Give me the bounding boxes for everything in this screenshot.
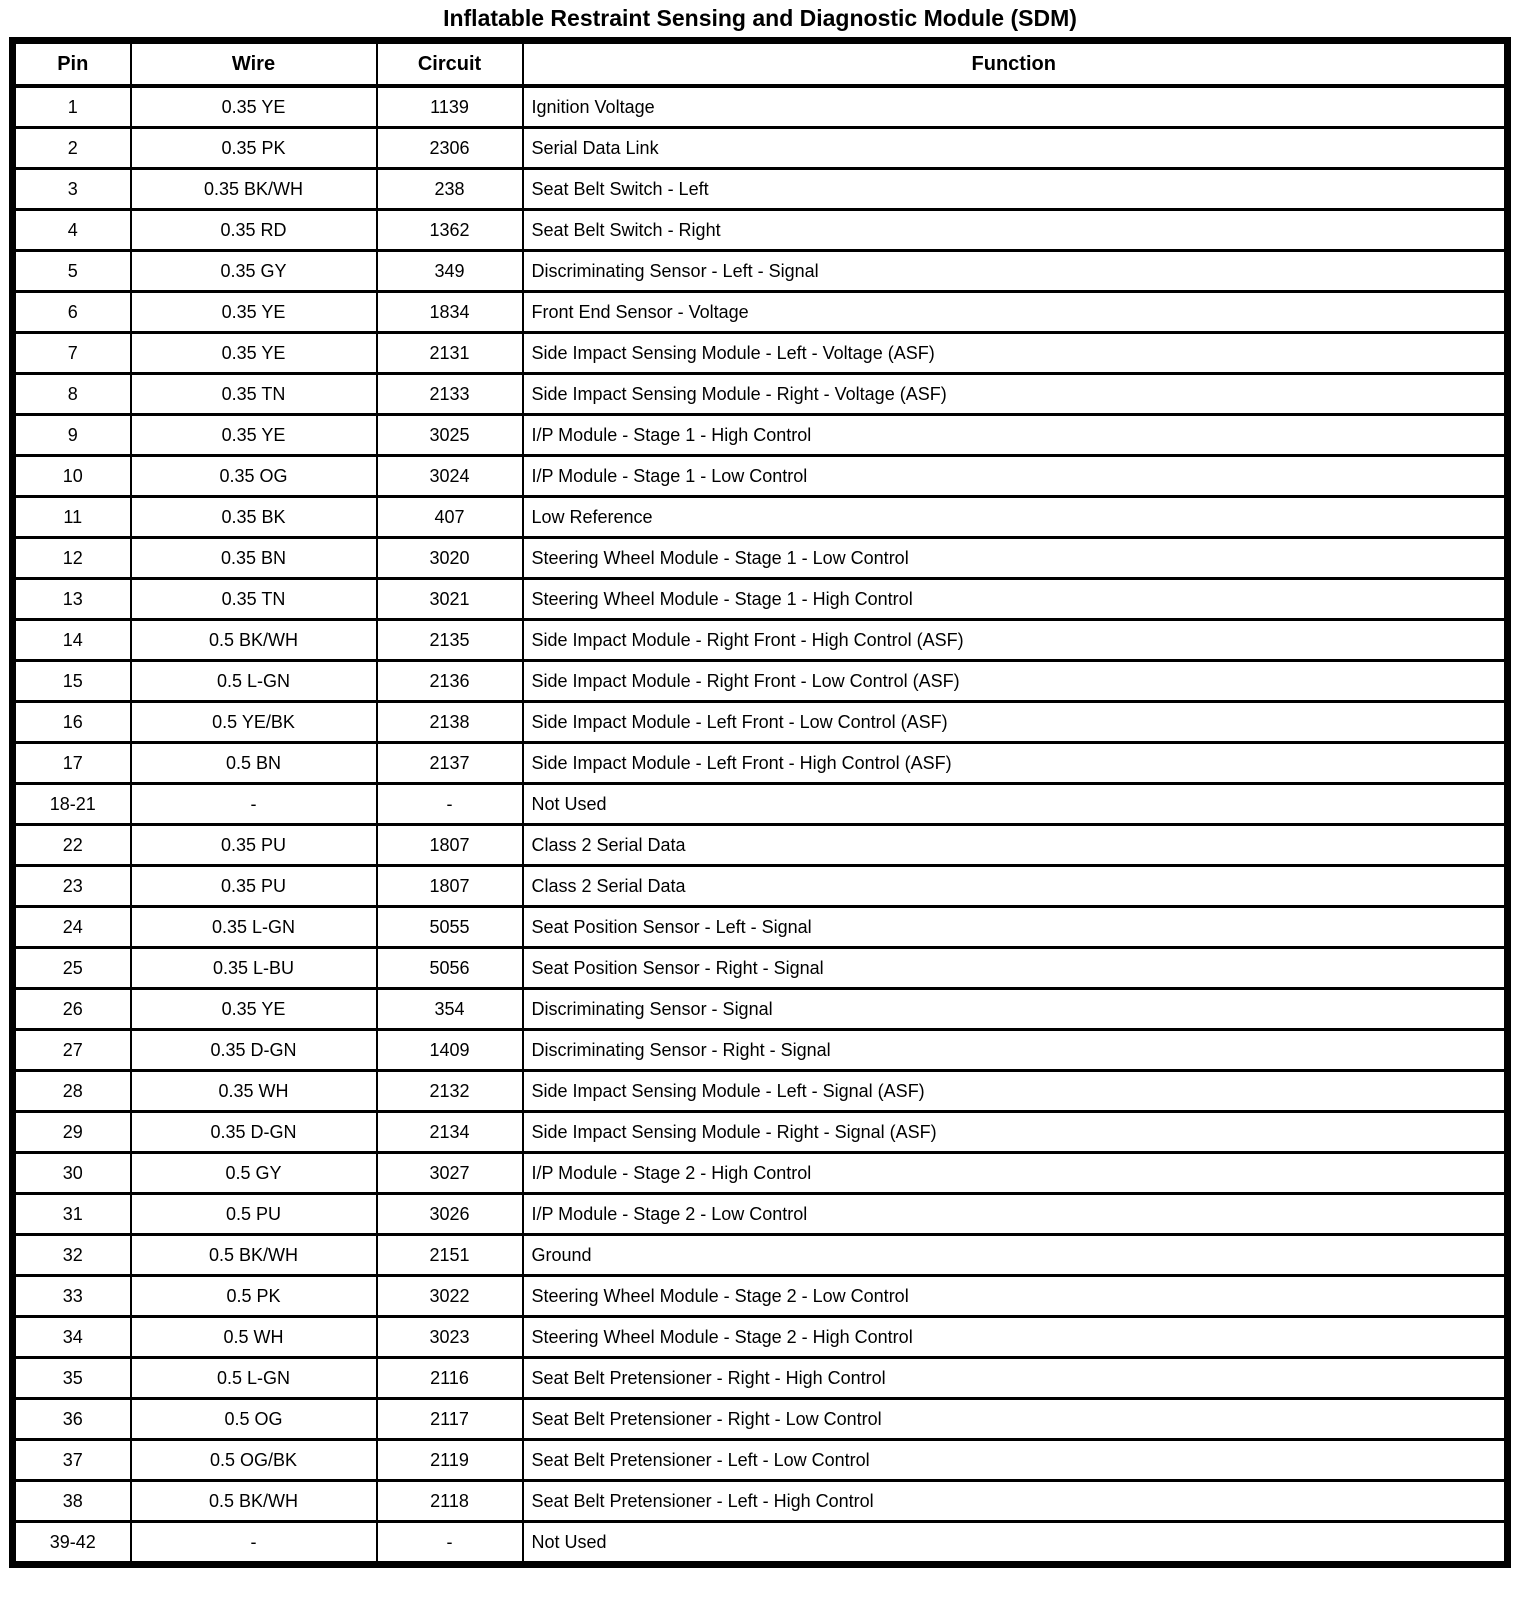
function-cell: Ignition Voltage	[523, 86, 1508, 128]
pin-cell: 39-42	[13, 1522, 131, 1565]
circuit-cell: 2131	[377, 333, 523, 374]
pin-cell: 7	[13, 333, 131, 374]
table-row	[13, 1481, 1508, 1522]
function-cell: I/P Module - Stage 1 - Low Control	[523, 456, 1508, 497]
wire-cell: 0.5 OG	[131, 1399, 377, 1440]
function-cell: Side Impact Sensing Module - Right - Signal (ASF)	[523, 1112, 1508, 1153]
wire-cell: 0.35 TN	[131, 579, 377, 620]
wire-cell: 0.5 L-GN	[131, 661, 377, 702]
wire-cell: 0.35 YE	[131, 292, 377, 333]
function-cell: Low Reference	[523, 497, 1508, 538]
circuit-cell: 3020	[377, 538, 523, 579]
table-row	[13, 1235, 1508, 1276]
wire-cell: 0.5 BK/WH	[131, 1481, 377, 1522]
pin-cell: 8	[13, 374, 131, 415]
circuit-cell: 5056	[377, 948, 523, 989]
circuit-cell: 349	[377, 251, 523, 292]
wire-cell: -	[131, 784, 377, 825]
table-body	[13, 86, 1508, 1565]
wire-cell: 0.5 YE/BK	[131, 702, 377, 743]
pin-cell: 6	[13, 292, 131, 333]
table-row	[13, 743, 1508, 784]
pin-cell: 3	[13, 169, 131, 210]
table-row	[13, 866, 1508, 907]
table-row	[13, 210, 1508, 251]
pin-cell: 18-21	[13, 784, 131, 825]
function-cell: Steering Wheel Module - Stage 2 - High Control	[523, 1317, 1508, 1358]
table-row	[13, 538, 1508, 579]
function-cell: Seat Belt Pretensioner - Right - High Control	[523, 1358, 1508, 1399]
circuit-cell: 3027	[377, 1153, 523, 1194]
table-row	[13, 169, 1508, 210]
function-cell: Seat Belt Pretensioner - Left - Low Control	[523, 1440, 1508, 1481]
function-cell: Ground	[523, 1235, 1508, 1276]
column-header-wire: Wire	[131, 41, 377, 87]
column-header-pin: Pin	[13, 41, 131, 87]
function-cell: Steering Wheel Module - Stage 1 - Low Control	[523, 538, 1508, 579]
function-cell: Side Impact Sensing Module - Left - Signal (ASF)	[523, 1071, 1508, 1112]
pin-cell: 13	[13, 579, 131, 620]
circuit-cell: 2132	[377, 1071, 523, 1112]
function-cell: Discriminating Sensor - Signal	[523, 989, 1508, 1030]
circuit-cell: 2134	[377, 1112, 523, 1153]
table-row	[13, 251, 1508, 292]
table-row	[13, 1194, 1508, 1235]
function-cell: Side Impact Sensing Module - Left - Voltage (ASF)	[523, 333, 1508, 374]
circuit-cell: 1834	[377, 292, 523, 333]
wire-cell: 0.5 BK/WH	[131, 620, 377, 661]
circuit-cell: 2133	[377, 374, 523, 415]
table-row	[13, 415, 1508, 456]
wire-cell: 0.5 GY	[131, 1153, 377, 1194]
function-cell: Class 2 Serial Data	[523, 866, 1508, 907]
table-row	[13, 1522, 1508, 1565]
table-row	[13, 1358, 1508, 1399]
table-row	[13, 620, 1508, 661]
circuit-cell: 2135	[377, 620, 523, 661]
pin-cell: 12	[13, 538, 131, 579]
wire-cell: 0.35 YE	[131, 86, 377, 128]
pin-cell: 15	[13, 661, 131, 702]
wire-cell: 0.35 D-GN	[131, 1030, 377, 1071]
pin-cell: 25	[13, 948, 131, 989]
wire-cell: 0.5 OG/BK	[131, 1440, 377, 1481]
pin-cell: 38	[13, 1481, 131, 1522]
function-cell: Side Impact Module - Right Front - Low Control (ASF)	[523, 661, 1508, 702]
circuit-cell: 3022	[377, 1276, 523, 1317]
pin-cell: 37	[13, 1440, 131, 1481]
wire-cell: 0.35 PU	[131, 825, 377, 866]
table-row	[13, 292, 1508, 333]
table-row	[13, 1440, 1508, 1481]
pin-cell: 16	[13, 702, 131, 743]
function-cell: Seat Belt Switch - Left	[523, 169, 1508, 210]
wire-cell: 0.35 D-GN	[131, 1112, 377, 1153]
table-row	[13, 1399, 1508, 1440]
table-row	[13, 1030, 1508, 1071]
pin-cell: 22	[13, 825, 131, 866]
function-cell: Steering Wheel Module - Stage 2 - Low Control	[523, 1276, 1508, 1317]
circuit-cell: 2151	[377, 1235, 523, 1276]
table-row	[13, 661, 1508, 702]
pin-cell: 5	[13, 251, 131, 292]
wire-cell: 0.35 L-BU	[131, 948, 377, 989]
wire-cell: 0.5 BN	[131, 743, 377, 784]
function-cell: Seat Belt Switch - Right	[523, 210, 1508, 251]
wire-cell: 0.35 GY	[131, 251, 377, 292]
wire-cell: 0.35 PU	[131, 866, 377, 907]
circuit-cell: 3025	[377, 415, 523, 456]
pin-cell: 17	[13, 743, 131, 784]
wire-cell: -	[131, 1522, 377, 1565]
function-cell: I/P Module - Stage 2 - High Control	[523, 1153, 1508, 1194]
circuit-cell: 238	[377, 169, 523, 210]
table-row	[13, 128, 1508, 169]
circuit-cell: 3026	[377, 1194, 523, 1235]
table-row	[13, 907, 1508, 948]
wire-cell: 0.5 L-GN	[131, 1358, 377, 1399]
table-row	[13, 1071, 1508, 1112]
table-row	[13, 1153, 1508, 1194]
circuit-cell: 1139	[377, 86, 523, 128]
function-cell: Not Used	[523, 1522, 1508, 1565]
circuit-cell: 2136	[377, 661, 523, 702]
circuit-cell: 1362	[377, 210, 523, 251]
circuit-cell: 407	[377, 497, 523, 538]
circuit-cell: 1807	[377, 866, 523, 907]
wire-cell: 0.35 BK	[131, 497, 377, 538]
pin-cell: 29	[13, 1112, 131, 1153]
circuit-cell: -	[377, 784, 523, 825]
function-cell: Class 2 Serial Data	[523, 825, 1508, 866]
function-cell: I/P Module - Stage 2 - Low Control	[523, 1194, 1508, 1235]
table-row	[13, 1276, 1508, 1317]
wire-cell: 0.5 PK	[131, 1276, 377, 1317]
circuit-cell: 3024	[377, 456, 523, 497]
page-title: Inflatable Restraint Sensing and Diagnostic Module (SDM)	[443, 5, 1077, 31]
wire-cell: 0.35 WH	[131, 1071, 377, 1112]
wire-cell: 0.5 BK/WH	[131, 1235, 377, 1276]
circuit-cell: 3023	[377, 1317, 523, 1358]
function-cell: Discriminating Sensor - Right - Signal	[523, 1030, 1508, 1071]
function-cell: Not Used	[523, 784, 1508, 825]
wire-cell: 0.5 WH	[131, 1317, 377, 1358]
table-row	[13, 374, 1508, 415]
wire-cell: 0.35 YE	[131, 333, 377, 374]
pin-cell: 34	[13, 1317, 131, 1358]
table-row	[13, 825, 1508, 866]
pin-cell: 36	[13, 1399, 131, 1440]
table-row	[13, 579, 1508, 620]
circuit-cell: 2138	[377, 702, 523, 743]
pin-cell: 28	[13, 1071, 131, 1112]
circuit-cell: 3021	[377, 579, 523, 620]
circuit-cell: 5055	[377, 907, 523, 948]
function-cell: Seat Position Sensor - Left - Signal	[523, 907, 1508, 948]
function-cell: Side Impact Module - Left Front - High Control (ASF)	[523, 743, 1508, 784]
wire-cell: 0.35 BN	[131, 538, 377, 579]
function-cell: Steering Wheel Module - Stage 1 - High Control	[523, 579, 1508, 620]
function-cell: Discriminating Sensor - Left - Signal	[523, 251, 1508, 292]
function-cell: Seat Position Sensor - Right - Signal	[523, 948, 1508, 989]
table-row	[13, 948, 1508, 989]
pin-cell: 10	[13, 456, 131, 497]
function-cell: Side Impact Module - Right Front - High Control (ASF)	[523, 620, 1508, 661]
wire-cell: 0.35 TN	[131, 374, 377, 415]
pin-cell: 24	[13, 907, 131, 948]
wire-cell: 0.35 YE	[131, 989, 377, 1030]
circuit-cell: 2137	[377, 743, 523, 784]
pin-cell: 11	[13, 497, 131, 538]
table-row	[13, 86, 1508, 128]
circuit-cell: 1409	[377, 1030, 523, 1071]
function-cell: Seat Belt Pretensioner - Left - High Control	[523, 1481, 1508, 1522]
pin-cell: 2	[13, 128, 131, 169]
wire-cell: 0.35 OG	[131, 456, 377, 497]
circuit-cell: 2119	[377, 1440, 523, 1481]
pin-cell: 14	[13, 620, 131, 661]
table-row	[13, 784, 1508, 825]
wire-cell: 0.35 PK	[131, 128, 377, 169]
table-row	[13, 989, 1508, 1030]
circuit-cell: 2116	[377, 1358, 523, 1399]
pin-cell: 26	[13, 989, 131, 1030]
pin-cell: 32	[13, 1235, 131, 1276]
table-row	[13, 1317, 1508, 1358]
pin-cell: 27	[13, 1030, 131, 1071]
pin-cell: 35	[13, 1358, 131, 1399]
table-row	[13, 456, 1508, 497]
wire-cell: 0.35 BK/WH	[131, 169, 377, 210]
function-cell: Side Impact Module - Left Front - Low Control (ASF)	[523, 702, 1508, 743]
function-cell: Serial Data Link	[523, 128, 1508, 169]
table-row	[13, 702, 1508, 743]
circuit-cell: 354	[377, 989, 523, 1030]
pin-cell: 33	[13, 1276, 131, 1317]
circuit-cell: 2306	[377, 128, 523, 169]
pin-cell: 1	[13, 86, 131, 128]
circuit-cell: 1807	[377, 825, 523, 866]
wire-cell: 0.5 PU	[131, 1194, 377, 1235]
pin-cell: 23	[13, 866, 131, 907]
table-row	[13, 1112, 1508, 1153]
column-header-function: Function	[523, 41, 1508, 87]
table-row	[13, 497, 1508, 538]
function-cell: I/P Module - Stage 1 - High Control	[523, 415, 1508, 456]
function-cell: Front End Sensor - Voltage	[523, 292, 1508, 333]
table-row	[13, 333, 1508, 374]
function-cell: Seat Belt Pretensioner - Right - Low Control	[523, 1399, 1508, 1440]
circuit-cell: -	[377, 1522, 523, 1565]
column-header-circuit: Circuit	[377, 41, 523, 87]
pin-cell: 30	[13, 1153, 131, 1194]
circuit-cell: 2117	[377, 1399, 523, 1440]
sdm-connector-pinout-table	[9, 37, 1511, 1568]
circuit-cell: 2118	[377, 1481, 523, 1522]
pin-cell: 31	[13, 1194, 131, 1235]
wire-cell: 0.35 YE	[131, 415, 377, 456]
wire-cell: 0.35 RD	[131, 210, 377, 251]
function-cell: Side Impact Sensing Module - Right - Voltage (ASF)	[523, 374, 1508, 415]
header-row	[13, 41, 1508, 87]
pin-cell: 9	[13, 415, 131, 456]
wire-cell: 0.35 L-GN	[131, 907, 377, 948]
pin-cell: 4	[13, 210, 131, 251]
